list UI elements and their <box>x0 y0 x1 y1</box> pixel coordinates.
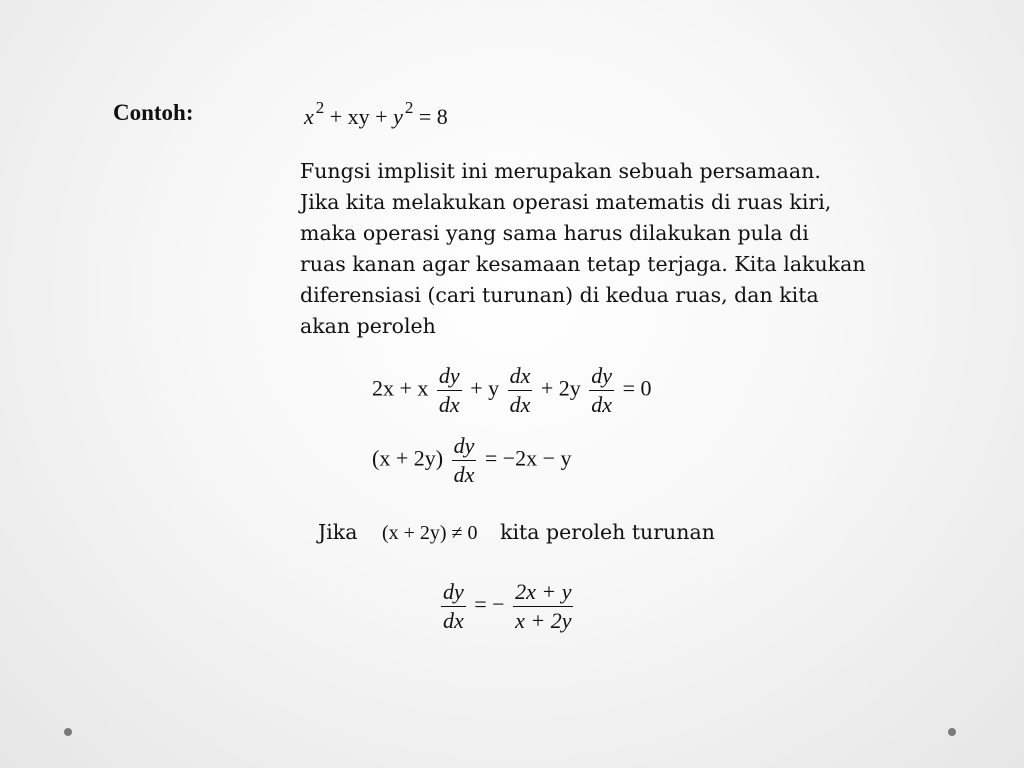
eq4-middle: = − <box>474 591 505 617</box>
eq3-fraction <box>452 432 477 489</box>
decorative-dot-left <box>64 728 72 736</box>
paragraph-line: Fungsi implisit ini merupakan sebuah persamaan. <box>300 159 821 183</box>
eq4-f1-numerator: dy <box>441 578 466 607</box>
eq1-middle: + xy + <box>329 104 388 129</box>
eq2-term2: + y <box>470 375 500 401</box>
eq3-rhs: = −2x − y <box>484 445 572 471</box>
eq3-numerator: dy <box>452 432 477 461</box>
eq4-fraction-left <box>441 578 466 635</box>
eq2-f3-numerator: dy <box>589 362 614 391</box>
eq4-f2-denominator: x + 2y <box>515 608 572 633</box>
condition-suffix: kita peroleh turunan <box>500 520 715 544</box>
eq2-term1: 2x + x <box>372 375 429 401</box>
paragraph-line: maka operasi yang sama harus dilakukan pula di <box>300 221 809 245</box>
eq3-denominator: dx <box>453 462 475 487</box>
eq2-f3-denominator: dx <box>591 392 613 417</box>
eq2-f1-denominator: dx <box>438 392 460 417</box>
condition-expression: (x + 2y) ≠ 0 <box>381 522 478 544</box>
eq3-lhs: (x + 2y) <box>372 445 444 471</box>
paragraph-line: Jika kita melakukan operasi matematis di ruas kiri, <box>300 190 832 214</box>
eq2-fraction-3 <box>589 362 614 419</box>
paragraph-line: akan peroleh <box>300 314 436 338</box>
eq2-f1-numerator: dy <box>437 362 462 391</box>
example-label: Contoh: <box>113 100 194 125</box>
explanation-paragraph <box>300 156 920 342</box>
decorative-dot-right <box>948 728 956 736</box>
eq1-y: y <box>393 104 403 129</box>
eq2-f2-denominator: dx <box>509 392 531 417</box>
eq1-exponent-y: 2 <box>404 98 414 117</box>
eq2-fraction-1 <box>437 362 462 419</box>
equation-result-derivative <box>438 578 576 635</box>
condition-prefix: Jika <box>318 520 358 544</box>
eq1-rhs: = 8 <box>418 104 448 129</box>
eq2-fraction-2 <box>508 362 533 419</box>
paragraph-line: ruas kanan agar kesamaan tetap terjaga. Kita lakukan <box>300 252 866 276</box>
eq4-fraction-right <box>513 578 573 635</box>
eq1-x: x <box>304 104 314 129</box>
eq4-f2-numerator: 2x + y <box>513 578 573 607</box>
eq2-f2-numerator: dx <box>508 362 533 391</box>
eq4-f1-denominator: dx <box>443 608 464 633</box>
equation-factored <box>372 432 572 489</box>
eq2-term3: + 2y <box>540 375 581 401</box>
eq2-rhs: = 0 <box>622 375 652 401</box>
eq1-exponent-x: 2 <box>315 98 325 117</box>
equation-implicit-function <box>304 98 448 130</box>
condition-row <box>318 520 715 545</box>
paragraph-line: diferensiasi (cari turunan) di kedua ruas, dan kita <box>300 283 819 307</box>
equation-differentiated <box>372 362 651 419</box>
